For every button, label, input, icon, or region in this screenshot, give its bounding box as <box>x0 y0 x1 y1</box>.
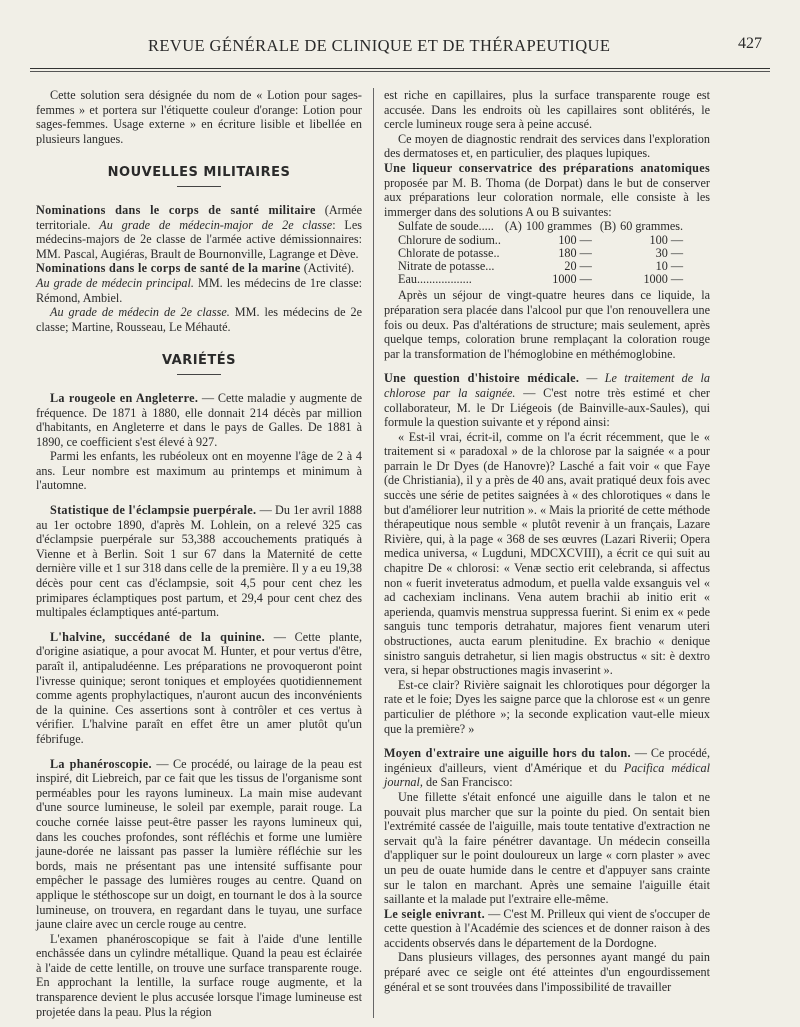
formula-cell <box>600 273 620 286</box>
text: — C'est M. Prilleux qui vient de s'occuper de cette question à l'Académie des sciences et de donner raison à des accidents observés dans le département de la Dordogne. <box>384 906 710 950</box>
section-title-militaires: NOUVELLES MILITAIRES <box>36 166 362 187</box>
diagnostic-paragraph: Ce moyen de diagnostic rendrait des services dans l'exploration des dermatoses et, en particulier, des plaques lupiques. <box>384 131 710 161</box>
formula-cell <box>600 247 620 260</box>
formula-cell <box>600 234 620 247</box>
quote-paragraph: « Est-il vrai, écrit-il, comme on l'a écrit récemment, que le « traitement si « paradoxal » de la chlorose par la saignée « a pour parrain le Dr Dyes (de Hanovre)? Lasché a fait voir « que Faye (de Christiania), il y a près de 40 ans, avait pratiqué deux fois avec succès une série de petites saignées à « des chlorotiques « dans le but d'améliorer leur nutrition ». « Mais la priorité de cette méthode thérapeutique nous semble « plutôt revenir à un français, Lazare Rivière, qui, à la page « 368 de ses œuvres (Lazari Riverii; Opera medica universa, « Lugduni, MDCXCVIII), a écrit ce qui suit au chapitre De « chlorosi: « Venæ sectio erit celebranda, si affectus non « fuerit inveteratus admodum, et puella valde exsanguis vel « ad cachexiam inclinans. Vena autem brachii ab initio erit « aperienda, quamvis menstrua suppressa fuerint. Si enim ex « pede sanguis tunc temporis detrahatur, majores fient venarum uteri obstructiones, aucta earum plenitudine. Ex brachio « denique sinistro sanguis detrahetur, si lien magis obstructus « sit: è dextro vera, si hepar obstructiones magis invaserint ». <box>384 429 710 678</box>
italic-text: Au grade de médecin-major de 2e classe <box>99 217 333 232</box>
phanero-paragraph-2: L'examen phanéroscopique se fait à l'aide d'une lentille enchâssée dans un cylindre métallique. Quand la peau est éclairée à l'aide de cette lentille, on trouve une surface transparente rouge. En approchant la lentille, la surface rouge augmente, et la transparence devient le plus accusée lorsque l'image lumineuse est projetée dans la peau. Plus la région <box>36 931 362 1019</box>
text: de San Francisco: <box>422 775 513 790</box>
rubric: La rougeole en Angleterre. <box>50 390 199 405</box>
text: — Ce procédé, ingénieux d'ailleurs, vient d'Amérique et du <box>384 746 710 775</box>
halvine-paragraph <box>36 630 362 747</box>
formula-cell: Chlorure de sodium.. <box>398 232 501 247</box>
formula-cell: 60 grammes. <box>620 219 684 234</box>
formula-cell: Sulfate de soude..... <box>398 219 494 234</box>
rubric: La phanéroscopie. <box>50 756 152 771</box>
liqueur-paragraph <box>384 161 710 219</box>
rubric: Statistique de l'éclampsie puerpérale. <box>50 503 257 518</box>
rougeole-paragraph-2: Parmi les enfants, les rubéoleux ont en moyenne l'âge de 2 à 4 ans. Leur nombre est maximum au printemps et minimum à l'automne. <box>36 449 362 493</box>
rubric: Nominations dans le corps de santé de la marine <box>36 261 301 276</box>
text: MM. les médecins de 2e classe; Martine, Rousseau, Le Méhauté. <box>36 305 362 334</box>
spacer <box>36 620 362 630</box>
question-paragraph <box>384 371 710 429</box>
column-divider <box>373 88 374 1018</box>
formula-row <box>398 234 691 247</box>
formula-cell: 20 — <box>564 258 592 273</box>
spacer <box>36 493 362 503</box>
formula-cell <box>505 260 526 273</box>
formula-cell <box>600 260 620 273</box>
section-title-varietes: VARIÉTÉS <box>36 354 362 375</box>
italic-text: Pacifica médical journal, <box>384 760 710 790</box>
text: (Activité). <box>300 261 355 276</box>
nominations-army-paragraph <box>36 203 362 261</box>
rubric: Le seigle enivrant. <box>384 906 485 921</box>
formula-cell: 100 grammes <box>525 219 592 234</box>
text: — Du 1er avril 1888 au 1er octobre 1890, d'après M. Lohlein, on a relevé 325 cas d'éclampsie puerpérale sur 53,388 accouchements pratiqués à Vienne et à Berlin. Soit 1 sur 67 dans la Maternité de cette dernière ville et 1 sur 318 dans celle de la première. Il y a eu 19,38 décès pour cent cas d'éclampsie, soit 4,5 pour cent chez les primipares éclamptiques post partum, et 29,4 pour cent chez des multipales éclamptiques anté-partum. <box>36 503 362 620</box>
formula-cell: 30 — <box>655 245 684 260</box>
page-number: 427 <box>738 35 762 52</box>
phanero-continued: est riche en capillaires, plus la surface transparente rouge est accusée. Dans les endroits où les capillaires sont oblitérés, le cercle lumineux rouge sera à peine accusé. <box>384 88 710 132</box>
formula-cell: 1000 — <box>643 272 684 287</box>
formula-row <box>398 247 691 260</box>
formula-cell: (B) <box>599 219 617 234</box>
formula-cell: 100 — <box>649 232 684 247</box>
spacer <box>384 361 710 371</box>
spacer <box>36 747 362 757</box>
text: (Armée territoriale. <box>36 202 362 232</box>
rubric: Une question d'histoire médicale. <box>384 371 580 386</box>
formula-row <box>398 220 691 233</box>
quote-paragraph-2: Est-ce clair? Rivière saignait les chlorotiques pour dégorger la rate et le foie; Dyes les saigne parce que la chlorose est « un genre particulier de pléthore »; la seconde explication vaut-elle mieux que la première? » <box>384 677 710 736</box>
nominations-navy-second <box>36 305 362 334</box>
italic-text: Au grade de médecin de 2e classe. <box>50 305 230 320</box>
text: MM. les médecins de 1re classe: Rémond, Ambiel. <box>36 275 362 305</box>
italic-text: Au grade de médecin principal. <box>36 275 194 290</box>
formula-cell: 1000 — <box>552 272 592 287</box>
formula-cell: 180 — <box>558 245 592 260</box>
header-rule <box>30 68 770 69</box>
lotion-paragraph: Cette solution sera désignée du nom de « Lotion pour sages-femmes » et portera sur l'étiquette couleur d'orange: Lotion pour sages-femmes. Usage externe » en écriture lisible et libellée en plusieurs langues. <box>36 88 362 146</box>
running-header <box>30 30 770 70</box>
eclampsie-paragraph <box>36 503 362 620</box>
liqueur-paragraph-2: Après un séjour de vingt-quatre heures dans ce liquide, la préparation sera placée dans l'alcool pur que l'on renouvellera une fois ou deux. Pas d'altérations de structure; mais seulement, après quelque temps, coloration brune remplaçant la coloration rouge par la transformation de l'hémoglobine en méthémoglobine. <box>384 288 710 361</box>
text: — C'est notre très estimé et cher collaborateur, M. le Dr Liégeois (de Bainville-aux-Saules), qui formule la question suivante et y répond ainsi: <box>384 385 710 430</box>
formula-cell: Chlorate de potasse.. <box>398 245 500 260</box>
text: — Ce procédé, ou lairage de la peau est inspiré, dit Liebreich, par ce fait que les tissus de l'organisme sont perméables pour les rayons lumineux. La main mise audevant d'une source lumineuse, le soleil par exemple, parait rouge. La couche cornée laisse peut-être passer les rayons lumineux qui, dans les couches profondes, sont réfléchis et forme une lumière jaune-dorée ne laissant pas passer la lumière réfléchie sur les bords, mais ne présentant pas une intensité suffisante pour empêcher le passage des lumières rouges au centre. Quand on applique le stéthoscope sur un doigt, en tournant le dos à la source lumineuse, on trouvera, en regardant dans le tuyau, une surface jaune claire avec un cercle rouge au centre. <box>36 756 362 932</box>
text: proposée par M. B. Thoma (de Dorpat) dans le but de conserver aux préparations leur coloration normale, elle consiste à les immerger dans des solutions A ou B suivantes: <box>384 175 710 219</box>
right-column <box>384 88 710 994</box>
running-title: REVUE GÉNÉRALE DE CLINIQUE ET DE THÉRAPEUTIQUE <box>148 36 611 55</box>
left-column <box>36 88 362 1019</box>
phanero-paragraph <box>36 757 362 932</box>
formula-cell <box>505 273 526 286</box>
text: : Les médecins-majors de 2e classe de l'armée active démissionnaires: MM. Pascal, Augiéras, Brault de Bournonville, Lagrange et Dève. <box>36 217 363 261</box>
formula-cell: (A) <box>504 219 522 234</box>
formula-cell: 10 — <box>655 258 684 273</box>
formula-cell <box>505 247 526 260</box>
formula-cell <box>505 234 526 247</box>
formula-cell: 100 — <box>558 232 592 247</box>
rubric: Une liqueur conservatrice des préparations anatomiques <box>384 160 710 175</box>
header-rule-thin <box>30 71 770 72</box>
formula-cell: Eau.................. <box>398 272 472 287</box>
aiguille-paragraph-2: Une fillette s'était enfoncé une aiguille dans le talon et ne pouvait plus marcher que sur la pointe du pied. On sentait bien l'extrémité cassée de l'aiguille, mais toute tentative d'extraction ne servait qu'à la faire pénétrer davantage. Un médecin conseilla d'appliquer sur le point douloureux un large « corn plaster » avec un peu de ouate humide dans le centre et d'appuyer sans crainte sur le talon en marchant. Après une semaine l'aiguille était saillante et la malade put l'extraire elle-même. <box>384 789 710 907</box>
text: — Cette maladie y augmente de fréquence. De 1871 à 1880, elle donnait 214 décès par million d'habitants, en Angleterre et dans le pays de Galles. De 1881 à 1890, ce coefficient s'est élevé à 927. <box>36 390 362 449</box>
rougeole-paragraph <box>36 391 362 449</box>
formula-row <box>398 273 691 286</box>
nominations-navy-paragraph <box>36 261 362 305</box>
aiguille-paragraph <box>384 746 710 790</box>
formula-table <box>398 220 691 286</box>
seigle-paragraph <box>384 907 710 951</box>
rubric: Moyen d'extraire une aiguille hors du talon. <box>384 746 631 761</box>
formula-cell: Nitrate de potasse... <box>398 258 495 273</box>
spacer <box>384 736 710 746</box>
rubric: Nominations dans le corps de santé militaire <box>36 202 316 217</box>
formula-body <box>398 220 691 286</box>
rubric: L'halvine, succédané de la quinine. <box>50 629 265 644</box>
text: — Cette plante, d'origine asiatique, a pour avocat M. Hunter, et pour vertus d'être, paraît il, antipaludéenne. Les préparations ne provoqueront point l'ivresse quinique; seront toniques et employées quotidiennement comme agents prophylactiques, n'auront aucun des inconvénients de la quinine. Ces assertions sont à contrôler et ces vertus à vérifier. L'halvine paraît en effet être un amer plutôt qu'un fébrifuge. <box>36 629 362 746</box>
seigle-paragraph-2: Dans plusieurs villages, des personnes ayant mangé du pain préparé avec ce seigle ont été atteintes d'un engourdissement général et se sont trouvées dans l'impossibilité de travailler <box>384 950 710 994</box>
italic-text: — Le traitement de la chlorose par la saignée. <box>384 371 710 400</box>
